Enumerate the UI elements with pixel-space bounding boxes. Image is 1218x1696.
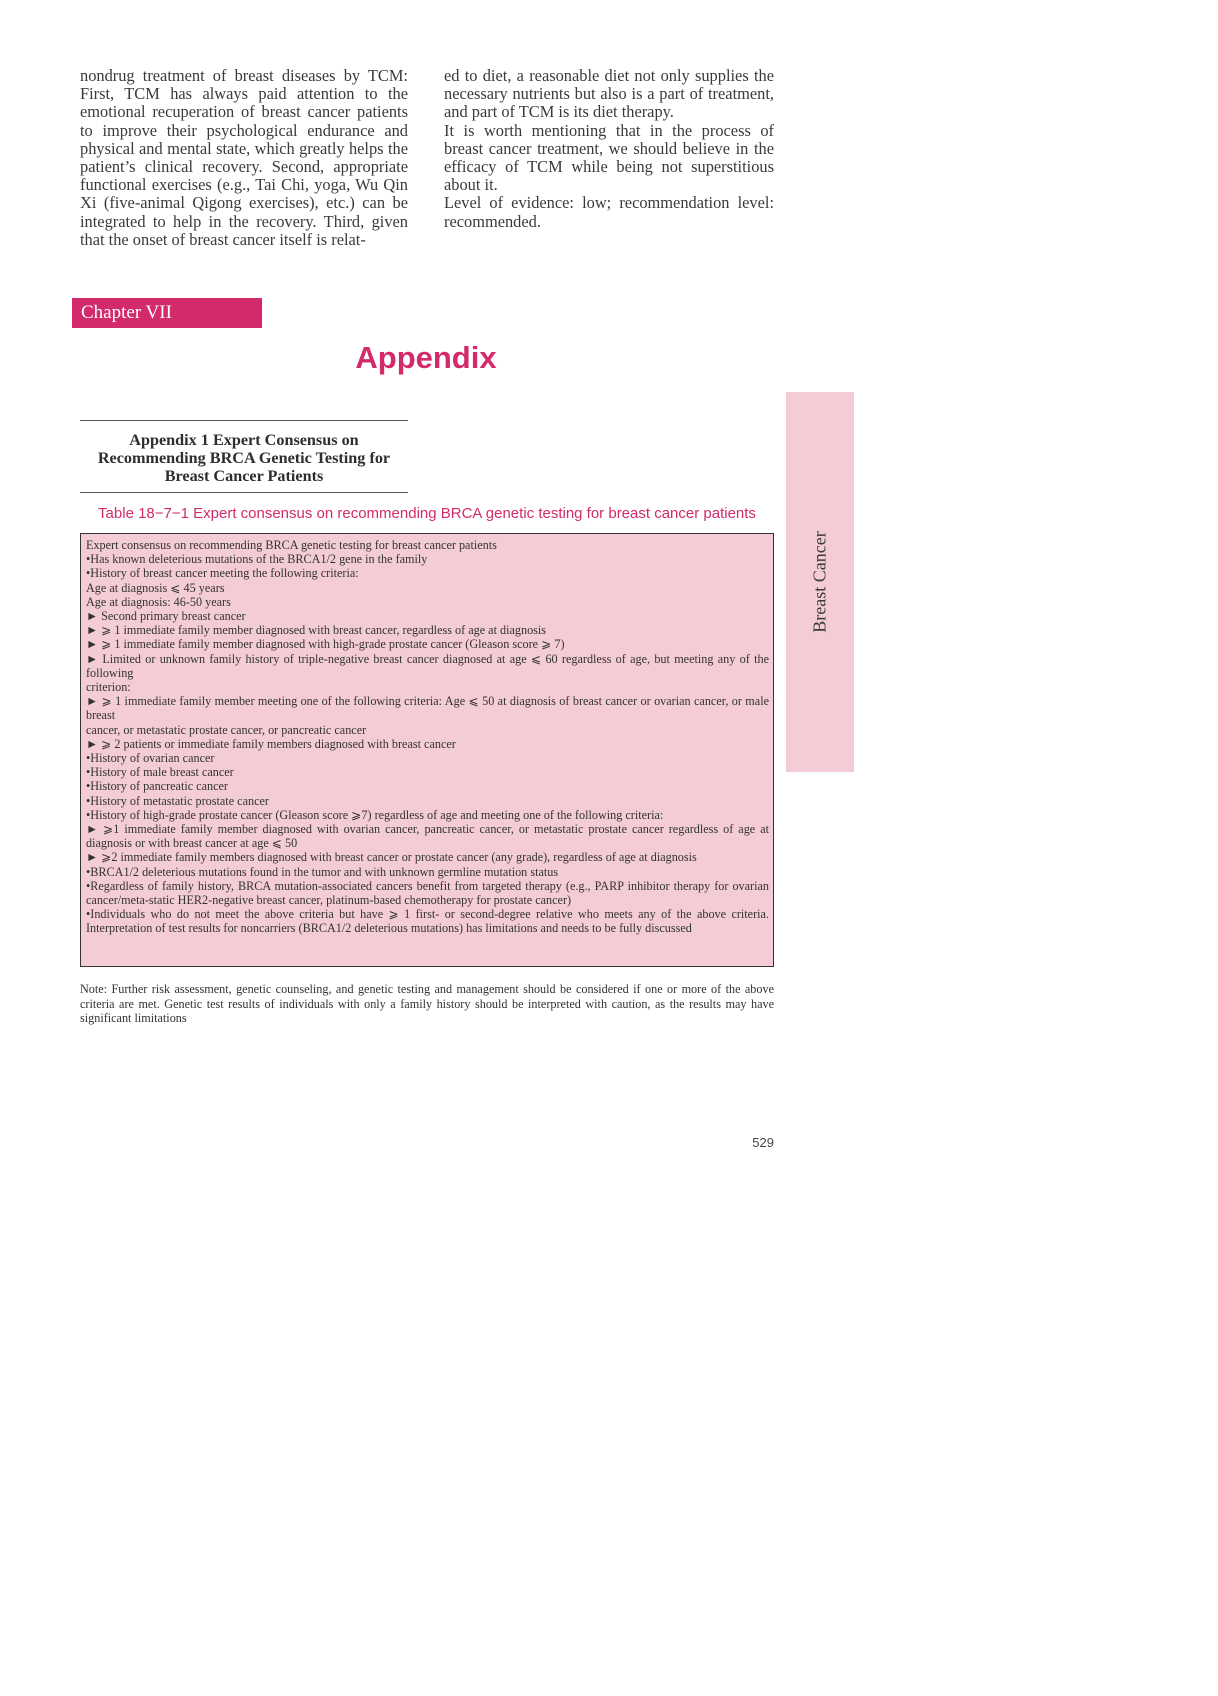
table-line: •History of metastatic prostate cancer	[86, 793, 269, 808]
table-line: ► ⩾2 immediate family members diagnosed with breast cancer or prostate cancer (any grade), regardless of age at diagnosis	[86, 850, 697, 865]
side-tab	[786, 392, 854, 772]
appendix-heading-line: Breast Cancer Patients	[164, 467, 324, 485]
appendix-heading-line: Recommending BRCA Genetic Testing for	[97, 449, 391, 467]
side-tab-label: Breast Cancer	[809, 531, 830, 633]
table-line: •Individuals who do not meet the above criteria but have ⩾ 1 first- or second-degree relative who meets any of the above criteria. Interpretation of test results for noncarriers (BRCA1/2 deleterious mutations) has limitations and needs to be fully discussed	[86, 907, 769, 936]
table-line: ► Second primary breast cancer	[86, 609, 246, 624]
appendix-heading	[80, 420, 408, 493]
table-line: ► ⩾ 2 patients or immediate family members diagnosed with breast cancer	[86, 736, 456, 751]
table-line: Age at diagnosis ⩽ 45 years	[86, 580, 225, 595]
page-number: 529	[752, 1135, 774, 1150]
table-line: ► ⩾ 1 immediate family member meeting one of the following criteria: Age ⩽ 50 at diagnosis of breast cancer or ovarian cancer, or male breast	[86, 694, 769, 723]
body-paragraph: It is worth mentioning that in the process of breast cancer treatment, we should believe in the efficacy of TCM while being not superstitious about it.	[444, 120, 774, 195]
right-text-column	[444, 67, 774, 231]
body-paragraph: nondrug treatment of breast diseases by TCM: First, TCM has always paid attention to the emotional recuperation of breast cancer patients to improve their psychological endurance and physical and mental state, which greatly helps the patient’s clinical recovery. Second, appropriate functional exercises (e.g., Tai Chi, yoga, Wu Qin Xi (five-animal Qigong exercises), etc.) can be integrated to help in the recovery. Third, given that the onset of breast cancer itself is relat-	[80, 66, 408, 249]
table-line: •History of high-grade prostate cancer (Gleason score ⩾7) regardless of age and meeting one of the following criteria:	[86, 807, 664, 822]
section-title: Appendix	[355, 340, 497, 375]
table-line: criterion:	[86, 680, 131, 695]
left-text-column	[80, 67, 408, 249]
evidence-level-paragraph: Level of evidence: low; recommendation level: recommended.	[444, 193, 774, 231]
table-line: •History of pancreatic cancer	[86, 779, 228, 794]
table-caption: Table 18−7−1 Expert consensus on recommending BRCA genetic testing for breast cancer patients	[98, 505, 756, 522]
consensus-table	[80, 533, 774, 967]
table-line: •Has known deleterious mutations of the BRCA1/2 gene in the family	[86, 552, 428, 567]
table-line: ► Limited or unknown family history of triple-negative breast cancer diagnosed at age ⩽ 60 regardless of age, but meeting any of the following	[86, 651, 769, 680]
table-line: ► ⩾ 1 immediate family member diagnosed with breast cancer, regardless of age at diagnosis	[86, 623, 547, 638]
table-title-line: Expert consensus on recommending BRCA genetic testing for breast cancer patients	[86, 538, 497, 552]
appendix-heading-line: Appendix 1 Expert Consensus on	[129, 431, 359, 449]
body-paragraph: ed to diet, a reasonable diet not only supplies the necessary nutrients but also is a part of treatment, and part of TCM is its diet therapy.	[444, 66, 774, 122]
table-line: cancer, or metastatic prostate cancer, or pancreatic cancer	[86, 722, 367, 737]
chapter-banner: Chapter VII	[72, 298, 262, 328]
table-line: •History of ovarian cancer	[86, 751, 215, 766]
table-line: •History of male breast cancer	[86, 765, 234, 780]
table-line: •Regardless of family history, BRCA mutation-associated cancers benefit from targeted therapy (e.g., PARP inhibitor therapy for ovarian cancer/meta-static HER2-negative breast cancer, platinum-based chemotherapy for prostate cancer)	[86, 878, 769, 908]
table-line: •History of breast cancer meeting the following criteria:	[86, 566, 359, 581]
table-line: ► ⩾ 1 immediate family member diagnosed with high-grade prostate cancer (Gleason score ⩾ 7)	[86, 637, 565, 652]
table-line: ► ⩾1 immediate family member diagnosed with ovarian cancer, pancreatic cancer, or metastatic prostate cancer regardless of age at diagnosis or with breast cancer at age ⩽ 50	[86, 822, 769, 851]
table-note: Note: Further risk assessment, genetic counseling, and genetic testing and management should be considered if one or more of the above criteria are met. Genetic test results of individuals with only a family history should be interpreted with caution, as the results may have significant limitations	[80, 982, 774, 1026]
table-line: •BRCA1/2 deleterious mutations found in the tumor and with unknown germline mutation status	[86, 864, 559, 879]
table-line: Age at diagnosis: 46-50 years	[86, 594, 231, 609]
